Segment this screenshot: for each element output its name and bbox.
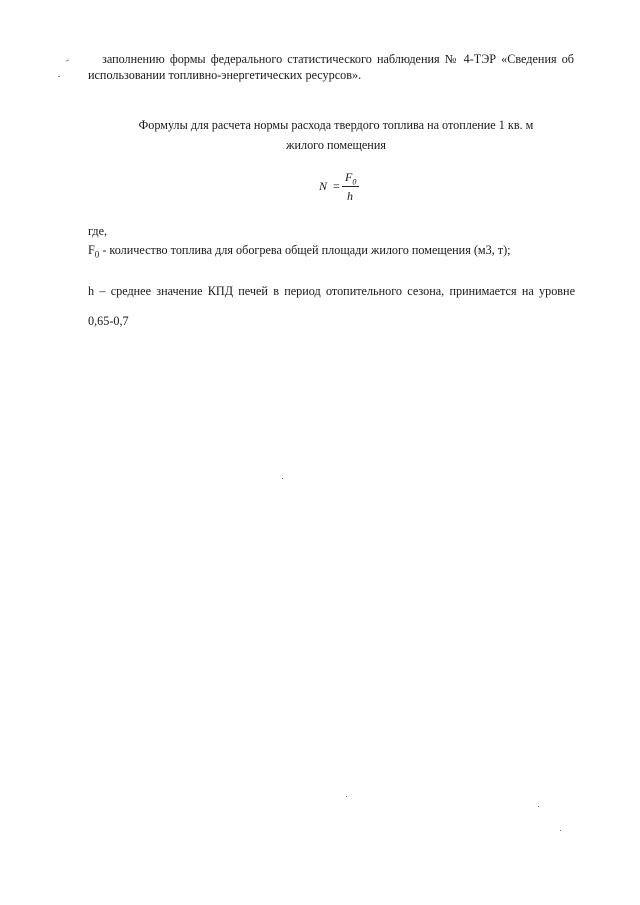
f0-definition-text: - количество топлива для обогрева общей площади жилого помещения (м3, т); — [99, 243, 511, 257]
heading-line-2: жилого помещения — [286, 138, 386, 152]
where-label: где, — [88, 224, 108, 238]
scan-mark — [346, 796, 347, 797]
formula-numerator-sub: 0 — [352, 177, 357, 187]
fraction-bar — [342, 186, 359, 187]
definition-h-line-2: 0,65-0,7 — [88, 314, 129, 328]
scan-mark — [58, 76, 60, 77]
definition-h-line-1: h – среднее значение КПД печей в период отопительного сезона, принимается на уровне — [88, 284, 575, 298]
fuel-norm-formula — [300, 170, 380, 204]
heading-line-1: Формулы для расчета нормы расхода твердого топлива на отопление 1 кв. м — [138, 118, 534, 132]
f0-subscript: 0 — [94, 249, 100, 260]
scan-mark — [560, 830, 561, 831]
scan-mark — [66, 59, 69, 61]
formula-numerator — [345, 170, 356, 186]
scan-mark — [282, 478, 283, 479]
intro-line-1: заполнению формы федерального статистического наблюдения № 4-ТЭР «Сведения об — [102, 52, 574, 66]
scan-mark — [538, 806, 539, 807]
formula-numerator-var: F — [345, 170, 353, 184]
formula-lhs: N — [319, 179, 328, 193]
definition-f0 — [88, 242, 511, 262]
formula-denominator: h — [347, 189, 353, 203]
formula-equals: = — [333, 179, 340, 193]
intro-line-2: использовании топливно-энергетических ресурсов». — [88, 68, 362, 82]
f0-symbol: F — [88, 243, 95, 257]
